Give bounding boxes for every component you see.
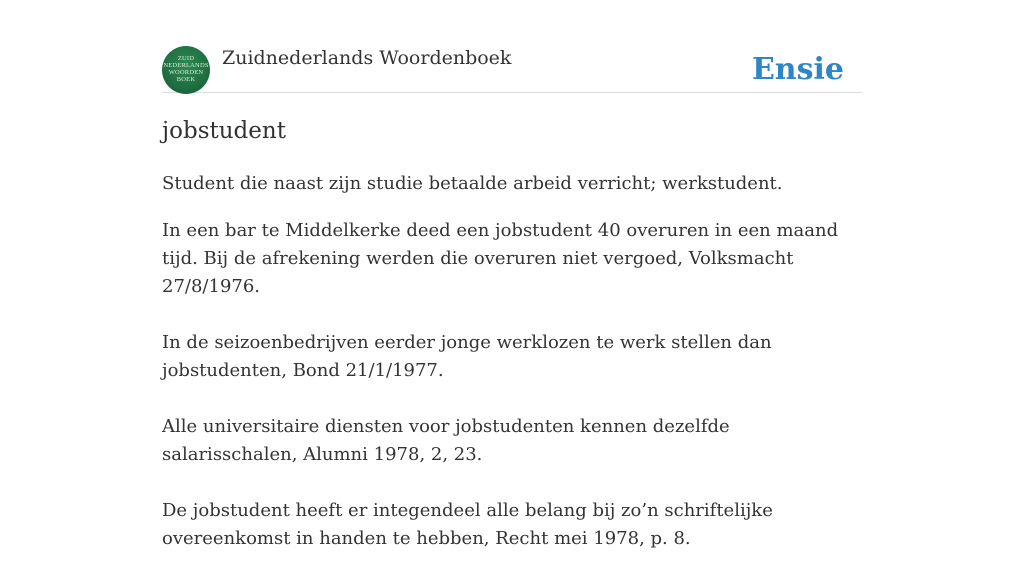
example-quote: In een bar te Middelkerke deed een jobstudent 40 overuren in een maand tijd. Bij de afrekening werden die overuren niet vergoed, Volksmacht 27/8/1976.	[162, 220, 839, 297]
dictionary-logo[interactable]	[162, 46, 210, 94]
ensie-brand-logo[interactable]: Ensie	[751, 52, 844, 87]
entry-content	[162, 170, 862, 581]
example-quote: De jobstudent heeft er integendeel alle belang bij zo’n schriftelijke overeenkomst in handen te hebben, Recht mei 1978, p. 8.	[162, 500, 773, 549]
entry-definition: Student die naast zijn studie betaalde arbeid verricht; werkstudent.	[162, 173, 783, 194]
site-title[interactable]: Zuidnederlands Woordenboek	[222, 47, 512, 69]
example-quote: In de seizoenbedrijven eerder jonge werklozen te werk stellen dan jobstudenten, Bond 21/1/1977.	[162, 332, 772, 381]
entry-headword: jobstudent	[162, 118, 286, 144]
logo-lettering: ZUID NEDERLANDS WOORDEN BOEK	[163, 55, 209, 83]
site-header	[162, 46, 862, 93]
example-quote: Alle universitaire diensten voor jobstudenten kennen dezelfde salarisschalen, Alumni 1978, 2, 23.	[162, 416, 730, 465]
